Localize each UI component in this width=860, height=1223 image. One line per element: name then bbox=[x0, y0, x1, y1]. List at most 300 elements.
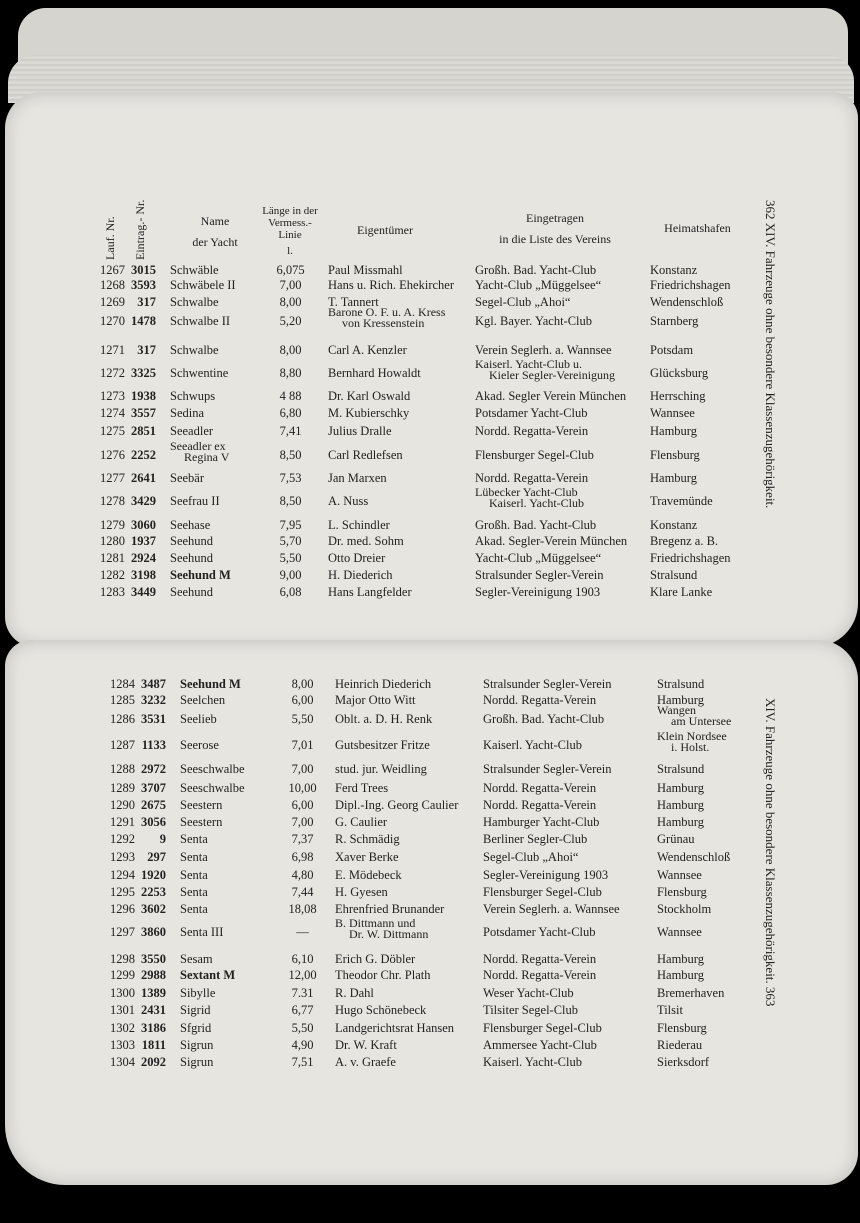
laenge: 4,90 bbox=[291, 1038, 314, 1052]
lauf-nr: 1276 bbox=[100, 448, 125, 462]
lauf-nr: 1283 bbox=[100, 585, 125, 599]
table-row bbox=[0, 1002, 860, 1018]
yacht-name: Senta bbox=[180, 902, 208, 916]
verein: Nordd. Regatta-Verein bbox=[483, 781, 597, 795]
table-row bbox=[0, 703, 860, 728]
verein: Großh. Bad. Yacht-Club bbox=[483, 712, 605, 726]
table-row bbox=[0, 901, 860, 917]
eintrag-nr: 3550 bbox=[141, 952, 166, 966]
yacht-name: Schwäbele II bbox=[170, 278, 236, 292]
heimatshafen: Hamburg bbox=[650, 424, 697, 438]
laenge: 8,50 bbox=[279, 448, 302, 462]
eigentuemer: Xaver Berke bbox=[335, 850, 399, 864]
header-name-line2: der Yacht bbox=[192, 235, 238, 249]
eintrag-nr: 3186 bbox=[141, 1021, 166, 1035]
eintrag-nr: 2253 bbox=[141, 885, 166, 899]
yacht-name: Senta bbox=[180, 850, 208, 864]
eintrag-nr: 3557 bbox=[131, 406, 156, 420]
yacht-name: Seeadler bbox=[170, 424, 214, 438]
heimatshafen: Hamburg bbox=[657, 815, 704, 829]
verein: Stralsunder Segler-Verein bbox=[483, 762, 612, 776]
header-name-line1: Name bbox=[200, 214, 230, 228]
lauf-nr: 1275 bbox=[100, 424, 125, 438]
header-eingetragen bbox=[470, 212, 640, 246]
eigentuemer: Landgerichtsrat Hansen bbox=[335, 1021, 455, 1035]
verein: Stralsunder Segler-Verein bbox=[483, 677, 612, 691]
verein bbox=[475, 359, 615, 381]
laenge: 6,10 bbox=[291, 952, 314, 966]
eigentuemer-line1: Barone O. F. u. A. Kress bbox=[328, 305, 446, 319]
eintrag-nr: 317 bbox=[137, 295, 156, 309]
laenge: 7,00 bbox=[279, 278, 302, 292]
lauf-nr: 1268 bbox=[100, 278, 125, 292]
verein: Segel-Club „Ahoi“ bbox=[483, 850, 579, 864]
table-row bbox=[0, 1020, 860, 1036]
heimatshafen: Bremerhaven bbox=[657, 986, 725, 1000]
eintrag-nr: 1133 bbox=[141, 738, 166, 752]
eigentuemer: G. Caulier bbox=[335, 815, 388, 829]
verein: Großh. Bad. Yacht-Club bbox=[475, 518, 597, 532]
lauf-nr: 1292 bbox=[110, 832, 135, 846]
laenge: 4,80 bbox=[291, 868, 314, 882]
laenge: 6,80 bbox=[279, 406, 302, 420]
eigentuemer: Erich G. Döbler bbox=[335, 952, 416, 966]
eintrag-nr: 1389 bbox=[141, 986, 166, 1000]
yacht-name: Seebär bbox=[170, 471, 205, 485]
table-row bbox=[0, 867, 860, 883]
yacht-name: Sigrun bbox=[180, 1055, 214, 1069]
eigentuemer: stud. jur. Weidling bbox=[335, 762, 427, 776]
heimatshafen: Stralsund bbox=[650, 568, 698, 582]
lauf-nr: 1295 bbox=[110, 885, 135, 899]
heimatshafen: Herrsching bbox=[650, 389, 706, 403]
laenge: 6,00 bbox=[291, 693, 314, 707]
lauf-nr: 1287 bbox=[110, 738, 135, 752]
header-lauf-nr: Lauf. Nr. bbox=[103, 216, 117, 260]
yacht-name: Sigrid bbox=[180, 1003, 211, 1017]
verein: Tilsiter Segel-Club bbox=[483, 1003, 579, 1017]
eigentuemer: A. v. Graefe bbox=[335, 1055, 396, 1069]
lauf-nr: 1303 bbox=[110, 1038, 135, 1052]
yacht-name: Seestern bbox=[180, 815, 223, 829]
lauf-nr: 1299 bbox=[110, 968, 135, 982]
eintrag-nr: 3602 bbox=[141, 902, 166, 916]
eintrag-nr: 3860 bbox=[141, 925, 166, 939]
eintrag-nr: 1938 bbox=[131, 389, 156, 403]
lauf-nr: 1296 bbox=[110, 902, 135, 916]
verein: Ammersee Yacht-Club bbox=[483, 1038, 597, 1052]
eigentuemer: Dr. med. Sohm bbox=[328, 534, 404, 548]
eigentuemer: E. Mödebeck bbox=[335, 868, 402, 882]
yacht-name: Seehund bbox=[170, 534, 214, 548]
verein-line2: Kaiserl. Yacht-Club bbox=[489, 496, 584, 510]
eintrag-nr: 1937 bbox=[131, 534, 156, 548]
table-row bbox=[0, 814, 860, 830]
heimatshafen: Wendenschloß bbox=[657, 850, 731, 864]
table-row bbox=[0, 985, 860, 1001]
eintrag-nr: 3707 bbox=[141, 781, 166, 795]
lauf-nr: 1291 bbox=[110, 815, 135, 829]
table-row bbox=[0, 262, 860, 278]
table-row bbox=[0, 1037, 860, 1053]
heimatshafen: Hamburg bbox=[657, 798, 704, 812]
eintrag-nr: 1920 bbox=[141, 868, 166, 882]
eintrag-nr: 2675 bbox=[141, 798, 166, 812]
table-row bbox=[0, 584, 860, 600]
yacht-name: Seehund M bbox=[180, 677, 241, 691]
verein: Stralsunder Segler-Verein bbox=[475, 568, 604, 582]
header-name bbox=[170, 215, 260, 249]
yacht-name-line2: Regina V bbox=[184, 450, 230, 464]
table-row bbox=[0, 305, 860, 330]
laenge: 7,51 bbox=[291, 1055, 314, 1069]
heimatshafen: Konstanz bbox=[650, 263, 698, 277]
yacht-name: Seehund bbox=[170, 585, 214, 599]
table-row bbox=[0, 485, 860, 510]
lauf-nr: 1297 bbox=[110, 925, 135, 939]
yacht-name: Schwalbe bbox=[170, 295, 219, 309]
eintrag-nr: 2252 bbox=[131, 448, 156, 462]
heimatshafen: Riederau bbox=[657, 1038, 703, 1052]
laenge: 7,53 bbox=[279, 471, 302, 485]
eigentuemer: H. Diederich bbox=[328, 568, 393, 582]
verein-line1: Lübecker Yacht-Club bbox=[475, 485, 578, 499]
eintrag-nr: 2851 bbox=[131, 424, 156, 438]
eigentuemer: Major Otto Witt bbox=[335, 693, 416, 707]
heimatshafen: Potsdam bbox=[650, 343, 694, 357]
heimatshafen: Tilsit bbox=[657, 1003, 683, 1017]
heimatshafen: Grünau bbox=[657, 832, 695, 846]
lauf-nr: 1278 bbox=[100, 494, 125, 508]
eigentuemer: Jan Marxen bbox=[328, 471, 387, 485]
table-row bbox=[0, 388, 860, 404]
laenge: 4 88 bbox=[279, 389, 302, 403]
verein-line2: Kieler Segler-Vereinigung bbox=[489, 368, 616, 382]
verein: Nordd. Regatta-Verein bbox=[483, 798, 597, 812]
lauf-nr: 1270 bbox=[100, 314, 125, 328]
verein: Yacht-Club „Müggelsee“ bbox=[475, 551, 602, 565]
lauf-nr: 1285 bbox=[110, 693, 135, 707]
verein: Nordd. Regatta-Verein bbox=[475, 471, 589, 485]
header-laenge-line3: Linie bbox=[278, 229, 302, 241]
eintrag-nr: 2092 bbox=[141, 1055, 166, 1069]
verein-line1: Kaiserl. Yacht-Club u. bbox=[475, 357, 582, 371]
yacht-name: Sfgrid bbox=[180, 1021, 212, 1035]
yacht-name: Seerose bbox=[180, 738, 219, 752]
lauf-nr: 1288 bbox=[110, 762, 135, 776]
lauf-nr: 1293 bbox=[110, 850, 135, 864]
lauf-nr: 1280 bbox=[100, 534, 125, 548]
eigentuemer: Otto Dreier bbox=[328, 551, 386, 565]
lauf-nr: 1284 bbox=[110, 677, 135, 691]
eigentuemer: A. Nuss bbox=[328, 494, 369, 508]
laenge: 10,00 bbox=[288, 781, 317, 795]
lauf-nr: 1302 bbox=[110, 1021, 135, 1035]
heimatshafen bbox=[657, 731, 727, 753]
eigentuemer: M. Kubierschky bbox=[328, 406, 410, 420]
laenge: 6,08 bbox=[279, 585, 302, 599]
yacht-name: Schwäble bbox=[170, 263, 219, 277]
eintrag-nr: 3056 bbox=[141, 815, 166, 829]
verein: Hamburger Yacht-Club bbox=[483, 815, 600, 829]
verein: Kaiserl. Yacht-Club bbox=[483, 1055, 582, 1069]
verein: Kgl. Bayer. Yacht-Club bbox=[475, 314, 593, 328]
header-eintrag-nr: Eintrag.- Nr. bbox=[133, 199, 147, 260]
eigentuemer: Dr. W. Kraft bbox=[335, 1038, 397, 1052]
table-row bbox=[0, 951, 860, 967]
eintrag-nr: 297 bbox=[147, 850, 166, 864]
laenge: 5,70 bbox=[279, 534, 302, 548]
table-row bbox=[0, 729, 860, 754]
header-heimatshafen: Heimatshafen bbox=[664, 221, 731, 235]
header-eingetragen-line2: in die Liste des Vereins bbox=[499, 232, 611, 246]
laenge: 7,00 bbox=[291, 815, 314, 829]
lauf-nr: 1286 bbox=[110, 712, 135, 726]
table-row bbox=[0, 676, 860, 692]
laenge: — bbox=[296, 925, 309, 939]
eintrag-nr: 3060 bbox=[131, 518, 156, 532]
eintrag-nr: 1811 bbox=[141, 1038, 166, 1052]
lauf-nr: 1271 bbox=[100, 343, 125, 357]
header-laenge-line2: Vermess.- bbox=[268, 217, 312, 229]
table-row bbox=[0, 405, 860, 421]
eigentuemer: Hugo Schönebeck bbox=[335, 1003, 427, 1017]
yacht-name: Schwalbe bbox=[170, 343, 219, 357]
verein: Weser Yacht-Club bbox=[483, 986, 574, 1000]
eigentuemer bbox=[328, 307, 445, 329]
heimatshafen: Stockholm bbox=[657, 902, 712, 916]
laenge: 18,08 bbox=[288, 902, 317, 916]
heimatshafen: Bregenz a. B. bbox=[650, 534, 719, 548]
heimatshafen: Friedrichshagen bbox=[650, 278, 731, 292]
verein: Flensburger Segel-Club bbox=[475, 448, 594, 462]
lauf-nr: 1273 bbox=[100, 389, 125, 403]
eintrag-nr: 3531 bbox=[141, 712, 166, 726]
eintrag-nr: 3429 bbox=[131, 494, 156, 508]
lauf-nr: 1277 bbox=[100, 471, 125, 485]
laenge: 7,01 bbox=[291, 738, 314, 752]
verein: Segler-Vereinigung 1903 bbox=[483, 868, 609, 882]
lauf-nr: 1300 bbox=[110, 986, 135, 1000]
yacht-name: Schwups bbox=[170, 389, 216, 403]
heimatshafen: Travemünde bbox=[650, 494, 713, 508]
table-row bbox=[0, 1054, 860, 1070]
eintrag-nr: 2924 bbox=[131, 551, 156, 565]
verein: Segler-Vereinigung 1903 bbox=[475, 585, 601, 599]
eigentuemer-line2: von Kressenstein bbox=[342, 316, 425, 330]
laenge: 9,00 bbox=[279, 568, 302, 582]
eigentuemer: R. Dahl bbox=[335, 986, 374, 1000]
laenge: 8,00 bbox=[279, 343, 302, 357]
table-row bbox=[0, 277, 860, 293]
eigentuemer: Ferd Trees bbox=[335, 781, 389, 795]
heimatshafen: Flensburg bbox=[650, 448, 700, 462]
laenge: 8,80 bbox=[279, 366, 302, 380]
eigentuemer: Bernhard Howaldt bbox=[328, 366, 421, 380]
eintrag-nr: 3487 bbox=[141, 677, 166, 691]
eigentuemer: Carl A. Kenzler bbox=[328, 343, 407, 357]
eintrag-nr: 2988 bbox=[141, 968, 166, 982]
verein: Nordd. Regatta-Verein bbox=[483, 952, 597, 966]
yacht-name-line1: Seeadler ex bbox=[170, 439, 226, 453]
header-eigentuemer: Eigentümer bbox=[357, 223, 413, 237]
laenge: 6,075 bbox=[276, 263, 305, 277]
yacht-name bbox=[170, 441, 229, 463]
heimatshafen-line2: am Untersee bbox=[671, 714, 732, 728]
eintrag-nr: 3232 bbox=[141, 693, 166, 707]
heimatshafen: Stralsund bbox=[657, 762, 705, 776]
verein: Großh. Bad. Yacht-Club bbox=[475, 263, 597, 277]
yacht-name: Seeschwalbe bbox=[180, 762, 245, 776]
laenge: 6,77 bbox=[291, 1003, 314, 1017]
eigentuemer-line2: Dr. W. Dittmann bbox=[349, 927, 429, 941]
yacht-name: Seelchen bbox=[180, 693, 226, 707]
table-row bbox=[0, 884, 860, 900]
table-row bbox=[0, 797, 860, 813]
yacht-name: Seefrau II bbox=[170, 494, 220, 508]
heimatshafen: Wannsee bbox=[657, 925, 702, 939]
eigentuemer: Hans u. Rich. Ehekircher bbox=[328, 278, 455, 292]
heimatshafen: Klare Lanke bbox=[650, 585, 713, 599]
lauf-nr: 1298 bbox=[110, 952, 135, 966]
verein: Potsdamer Yacht-Club bbox=[475, 406, 588, 420]
table-row bbox=[0, 342, 860, 358]
eintrag-nr: 3449 bbox=[131, 585, 156, 599]
table-row bbox=[0, 967, 860, 983]
lauf-nr: 1269 bbox=[100, 295, 125, 309]
yacht-name: Sesam bbox=[180, 952, 213, 966]
yacht-name: Seelieb bbox=[180, 712, 217, 726]
eintrag-nr: 317 bbox=[137, 343, 156, 357]
heimatshafen: Hamburg bbox=[657, 952, 704, 966]
heimatshafen: Hamburg bbox=[650, 471, 697, 485]
verein: Flensburger Segel-Club bbox=[483, 1021, 602, 1035]
header-laenge bbox=[250, 205, 330, 257]
lauf-nr: 1301 bbox=[110, 1003, 135, 1017]
eintrag-nr: 1478 bbox=[131, 314, 156, 328]
header-eingetragen-line1: Eingetragen bbox=[526, 211, 584, 225]
eigentuemer: Paul Missmahl bbox=[328, 263, 403, 277]
laenge: 6,00 bbox=[291, 798, 314, 812]
table-row bbox=[0, 470, 860, 486]
eigentuemer: Ehrenfried Brunander bbox=[335, 902, 445, 916]
laenge: 6,98 bbox=[291, 850, 314, 864]
laenge: 7,00 bbox=[291, 762, 314, 776]
yacht-name: Seehund bbox=[170, 551, 214, 565]
eigentuemer: Theodor Chr. Plath bbox=[335, 968, 431, 982]
yacht-name: Seestern bbox=[180, 798, 223, 812]
eigentuemer: H. Gyesen bbox=[335, 885, 388, 899]
header-laenge-line4: l. bbox=[287, 245, 293, 257]
yacht-name: Sibylle bbox=[180, 986, 216, 1000]
heimatshafen: Starnberg bbox=[650, 314, 699, 328]
eintrag-nr: 2641 bbox=[131, 471, 156, 485]
verein: Akad. Segler Verein München bbox=[475, 389, 627, 403]
yacht-name: Schwentine bbox=[170, 366, 229, 380]
laenge: 7,37 bbox=[291, 832, 314, 846]
lauf-nr: 1304 bbox=[110, 1055, 135, 1069]
table-row bbox=[0, 849, 860, 865]
lauf-nr: 1282 bbox=[100, 568, 125, 582]
laenge: 5,50 bbox=[279, 551, 302, 565]
yacht-name: Sigrun bbox=[180, 1038, 214, 1052]
yacht-name: Seeschwalbe bbox=[180, 781, 245, 795]
eintrag-nr: 3198 bbox=[131, 568, 156, 582]
table-row bbox=[0, 439, 860, 464]
heimatshafen-line1: Klein Nordsee bbox=[657, 729, 727, 743]
heimatshafen bbox=[657, 705, 731, 727]
heimatshafen: Konstanz bbox=[650, 518, 698, 532]
table-row bbox=[0, 550, 860, 566]
heimatshafen-line1: Wangen bbox=[657, 703, 697, 717]
table-row bbox=[0, 423, 860, 439]
yacht-name: Seehund M bbox=[170, 568, 231, 582]
heimatshafen: Stralsund bbox=[657, 677, 705, 691]
laenge: 5,50 bbox=[291, 1021, 314, 1035]
table-row bbox=[0, 780, 860, 796]
verein: Verein Seglerh. a. Wannsee bbox=[483, 902, 620, 916]
table-row bbox=[0, 831, 860, 847]
heimatshafen: Sierksdorf bbox=[657, 1055, 710, 1069]
lauf-nr: 1274 bbox=[100, 406, 125, 420]
heimatshafen: Wannsee bbox=[650, 406, 695, 420]
heimatshafen: Hamburg bbox=[657, 781, 704, 795]
eintrag-nr: 2972 bbox=[141, 762, 166, 776]
verein: Flensburger Segel-Club bbox=[483, 885, 602, 899]
laenge: 8,00 bbox=[291, 677, 314, 691]
yacht-name: Senta bbox=[180, 885, 208, 899]
table-row bbox=[0, 533, 860, 549]
eigentuemer-line1: B. Dittmann und bbox=[335, 916, 416, 930]
eigentuemer: L. Schindler bbox=[328, 518, 390, 532]
table-row bbox=[0, 761, 860, 777]
top-page-side-heading: 362 XIV. Fahrzeuge ohne besondere Klassenzugehörigkeit. bbox=[763, 200, 778, 509]
lauf-nr: 1290 bbox=[110, 798, 135, 812]
yacht-name: Senta III bbox=[180, 925, 224, 939]
lauf-nr: 1267 bbox=[100, 263, 125, 277]
verein: Kaiserl. Yacht-Club bbox=[483, 738, 582, 752]
eigentuemer: Carl Redlefsen bbox=[328, 448, 403, 462]
eigentuemer: Julius Dralle bbox=[328, 424, 392, 438]
yacht-name: Senta bbox=[180, 832, 208, 846]
eigentuemer: R. Schmädig bbox=[335, 832, 400, 846]
verein: Nordd. Regatta-Verein bbox=[483, 968, 597, 982]
verein: Nordd. Regatta-Verein bbox=[483, 693, 597, 707]
laenge: 8,00 bbox=[279, 295, 302, 309]
verein: Potsdamer Yacht-Club bbox=[483, 925, 596, 939]
yacht-name: Seehase bbox=[170, 518, 211, 532]
verein: Yacht-Club „Müggelsee“ bbox=[475, 278, 602, 292]
yacht-name: Sedina bbox=[170, 406, 205, 420]
yacht-name: Sextant M bbox=[180, 968, 236, 982]
verein: Akad. Segler-Verein München bbox=[475, 534, 628, 548]
lauf-nr: 1272 bbox=[100, 366, 125, 380]
header-laenge-line1: Länge in der bbox=[262, 205, 318, 217]
table-row bbox=[0, 567, 860, 583]
bottom-page-side-heading: XIV. Fahrzeuge ohne besondere Klassenzugehörigkeit. 363 bbox=[763, 698, 778, 1007]
lauf-nr: 1294 bbox=[110, 868, 135, 882]
laenge: 7,41 bbox=[279, 424, 302, 438]
laenge: 8,50 bbox=[279, 494, 302, 508]
eintrag-nr: 9 bbox=[159, 832, 166, 846]
eigentuemer: Oblt. a. D. H. Renk bbox=[335, 712, 433, 726]
lauf-nr: 1281 bbox=[100, 551, 125, 565]
heimatshafen: Glücksburg bbox=[650, 366, 709, 380]
eigentuemer bbox=[335, 918, 428, 940]
laenge: 5,50 bbox=[291, 712, 314, 726]
lauf-nr: 1279 bbox=[100, 518, 125, 532]
table-row bbox=[0, 357, 860, 382]
